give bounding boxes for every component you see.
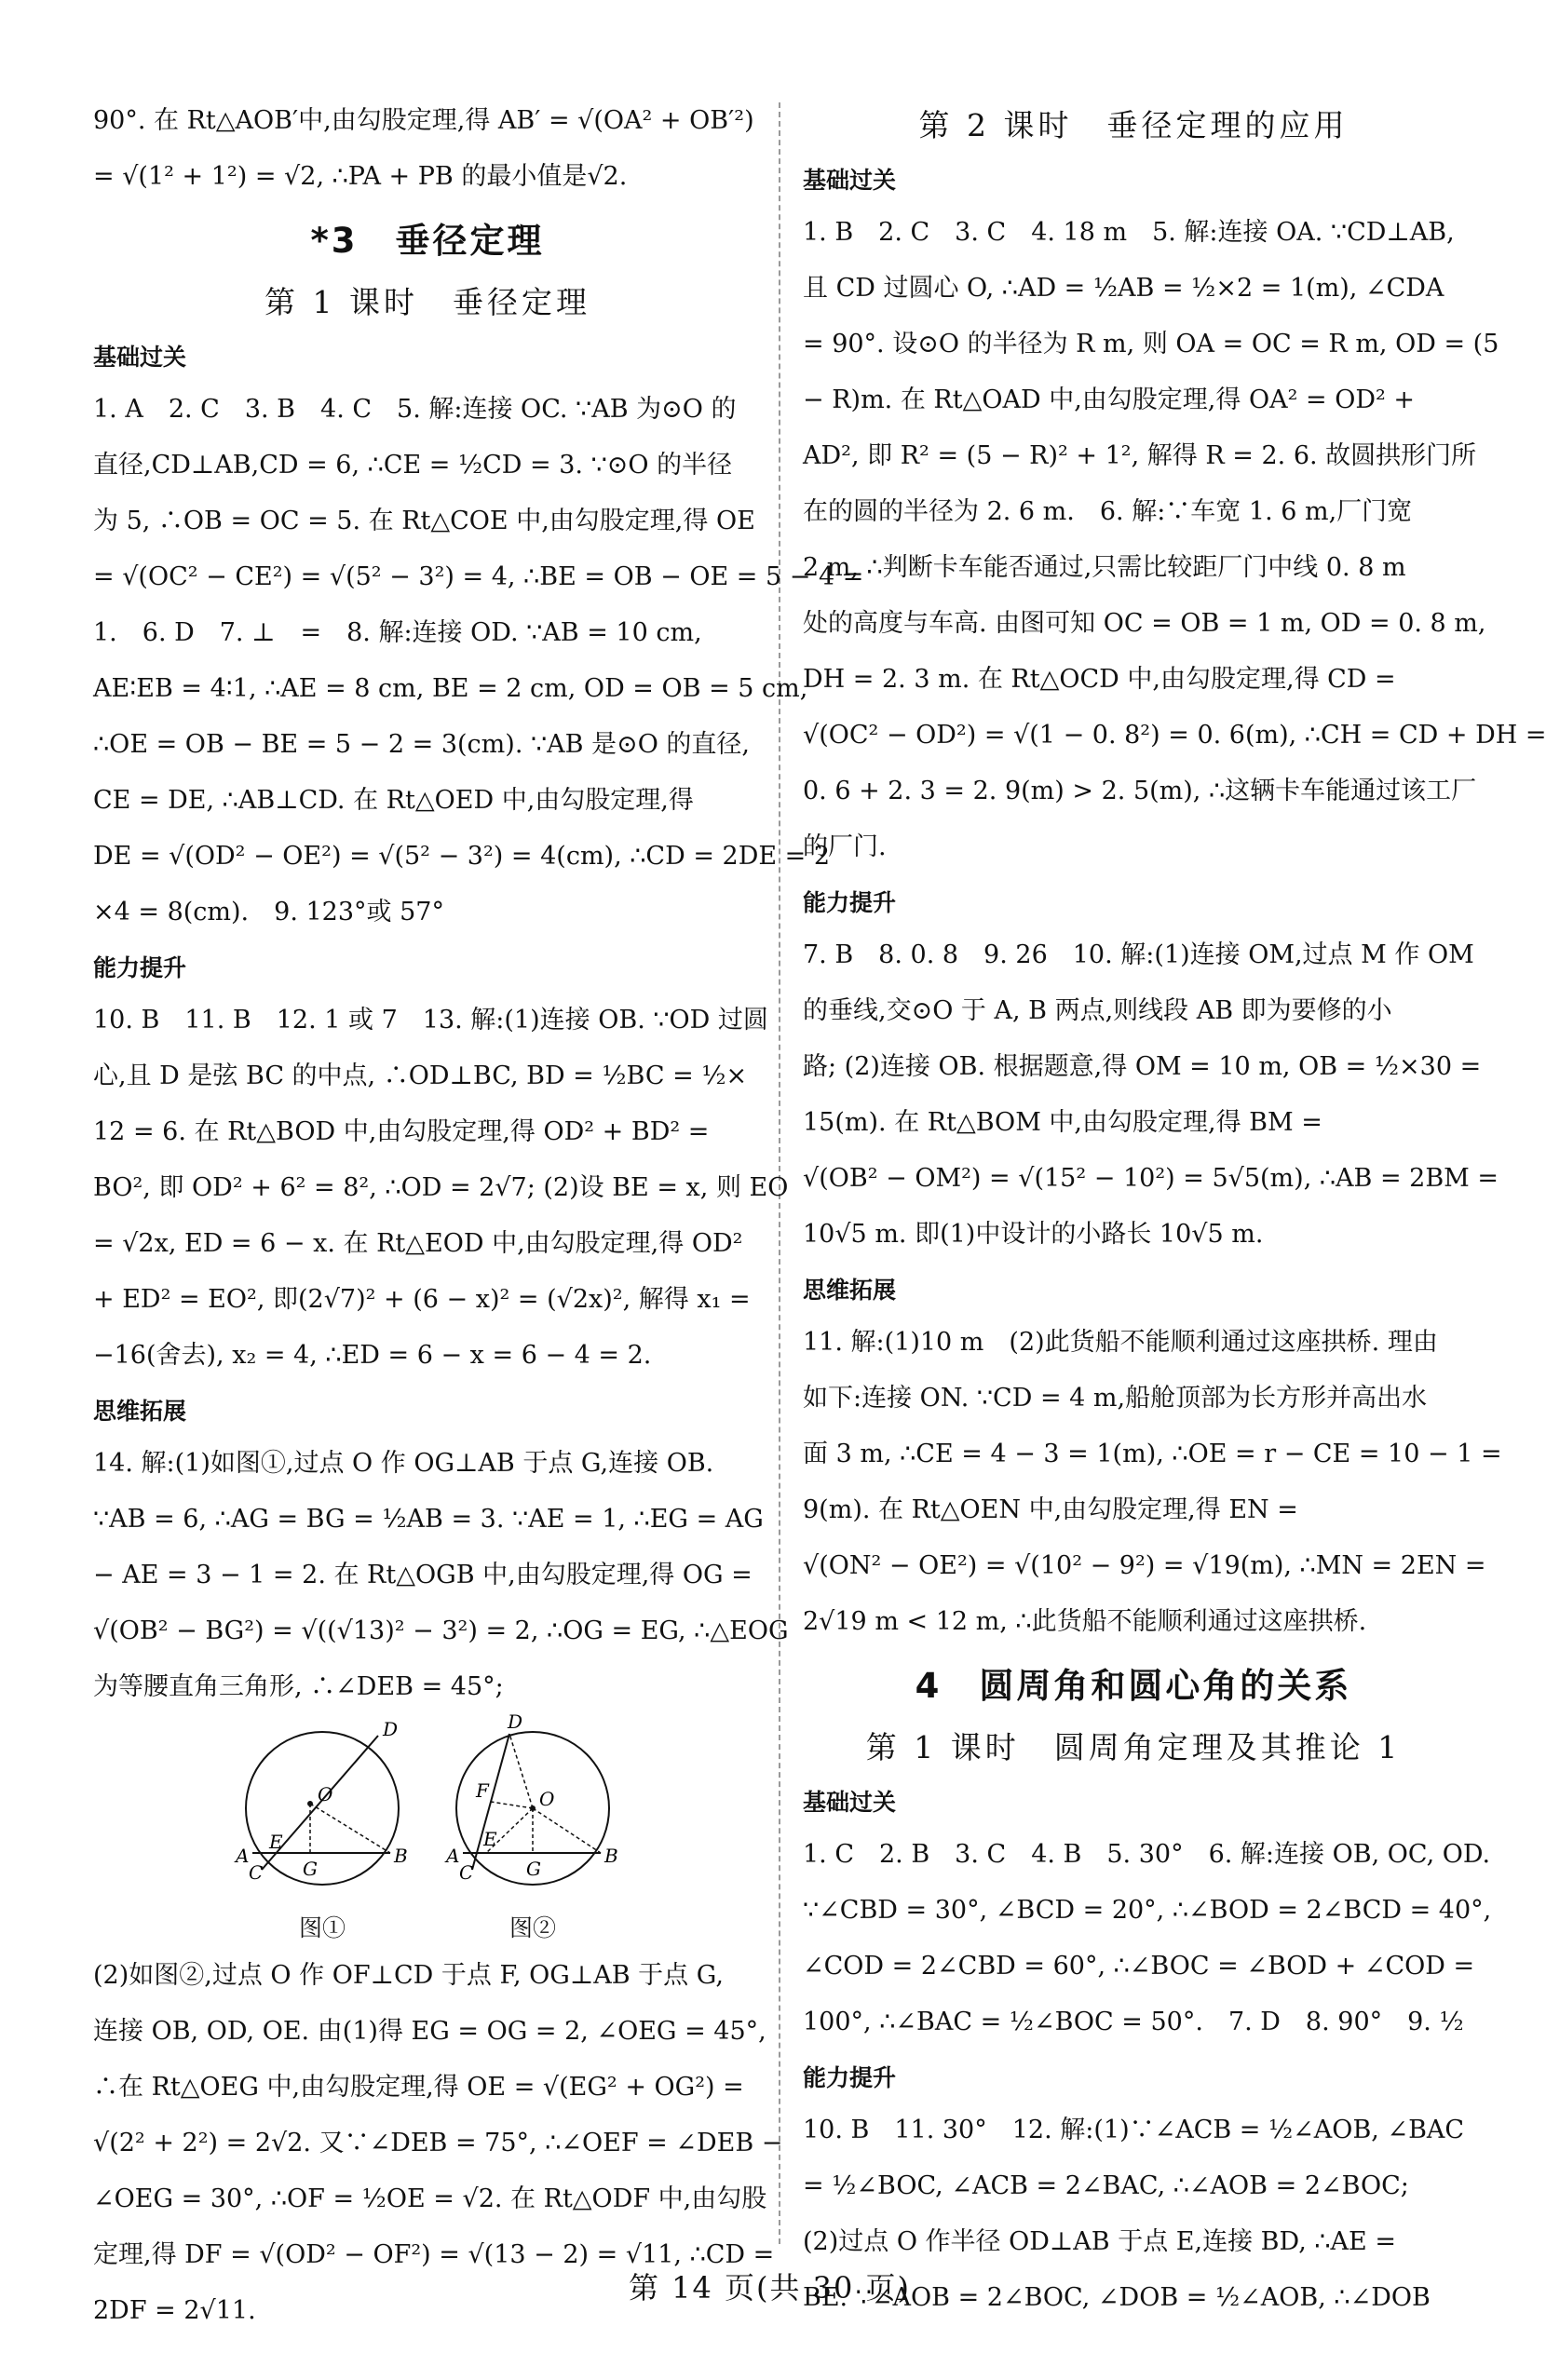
text-line: 10. B 11. B 12. 1 或 7 13. 解:(1)连接 OB. ∵OD 过圆 <box>93 1006 768 1034</box>
label-A: A <box>446 1845 460 1867</box>
figure-2-caption: 图② <box>509 1914 556 1941</box>
text-line: 1. B 2. C 3. C 4. 18 m 5. 解:连接 OA. ∵CD⊥AB, <box>803 218 1455 247</box>
text-line: 10. B 11. 30° 12. 解:(1)∵∠ACB = ½∠AOB, ∠BAC <box>803 2116 1465 2144</box>
chapter-title: *3 垂径定理 <box>310 221 545 261</box>
text-line: ∴在 Rt△OEG 中,由勾股定理,得 OE = √(EG² + OG²) = <box>93 2073 744 2102</box>
text-line: 1. 6. D 7. ⊥ = 8. 解:连接 OD. ∵AB = 10 cm, <box>93 618 702 647</box>
label-E: E <box>269 1831 283 1853</box>
section-heading: 思维拓展 <box>93 1398 187 1425</box>
text-line: 7. B 8. 0. 8 9. 26 10. 解:(1)连接 OM,过点 M 作 OM <box>803 940 1474 969</box>
label-B: B <box>604 1845 618 1867</box>
lesson-title: 第 2 课时 垂径定理的应用 <box>918 106 1349 143</box>
text-line: BO², 即 OD² + 6² = 8², ∴OD = 2√7; (2)设 BE = x, 则 EO <box>93 1173 789 1202</box>
text-line: 如下:连接 ON. ∵CD = 4 m,船舱顶部为长方形并高出水 <box>803 1384 1428 1413</box>
text-line: √(OB² − BG²) = √((√13)² − 3²) = 2, ∴OG = EG, ∴△EOG <box>93 1616 789 1645</box>
text-line: = √(OC² − CE²) = √(5² − 3²) = 4, ∴BE = OB − OE = 5 − 4 = <box>93 562 864 591</box>
page-footer: 第 14 页(共 30 页) <box>628 2270 912 2306</box>
text-line: 且 CD 过圆心 O, ∴AD = ½AB = ½×2 = 1(m), ∠CDA <box>803 274 1444 303</box>
text-line: AE∶EB = 4∶1, ∴AE = 8 cm, BE = 2 cm, OD = OB = 5 cm, <box>93 674 808 703</box>
text-line: 为等腰直角三角形, ∴∠DEB = 45°; <box>93 1672 504 1701</box>
section-heading: 思维拓展 <box>803 1277 897 1304</box>
text-line: 的厂门. <box>803 832 887 861</box>
text-line: ×4 = 8(cm). 9. 123°或 57° <box>93 898 444 926</box>
text-line: (2)如图②,过点 O 作 OF⊥CD 于点 F, OG⊥AB 于点 G, <box>93 1961 724 1990</box>
text-line: = ½∠BOC, ∠ACB = 2∠BAC, ∴∠AOB = 2∠BOC; <box>803 2171 1409 2200</box>
text-line: = 90°. 设⊙O 的半径为 R m, 则 OA = OC = R m, OD = (5 <box>803 330 1499 358</box>
text-line: 1. A 2. C 3. B 4. C 5. 解:连接 OC. ∵AB 为⊙O 的 <box>93 395 737 424</box>
text-line: 12 = 6. 在 Rt△BOD 中,由勾股定理,得 OD² + BD² = <box>93 1117 710 1146</box>
section-heading: 基础过关 <box>93 344 187 371</box>
label-C: C <box>249 1861 264 1884</box>
text-line: √(OB² − OM²) = √(15² − 10²) = 5√5(m), ∴AB = 2BM = <box>803 1164 1499 1193</box>
text-line: 2 m, ∴判断卡车能否通过,只需比较距厂门中线 0. 8 m <box>803 553 1406 582</box>
label-D: D <box>508 1711 523 1733</box>
label-C: C <box>459 1861 474 1884</box>
text-line: −16(舍去), x₂ = 4, ∴ED = 6 − x = 6 − 4 = 2. <box>93 1341 652 1370</box>
text-line: − AE = 3 − 1 = 2. 在 Rt△OGB 中,由勾股定理,得 OG = <box>93 1561 753 1589</box>
label-O: O <box>318 1783 333 1805</box>
label-G: G <box>303 1858 318 1880</box>
lesson-title: 第 1 课时 圆周角定理及其推论 1 <box>865 1728 1402 1765</box>
text-line: 11. 解:(1)10 m (2)此货船不能顺利通过这座拱桥. 理由 <box>803 1328 1438 1357</box>
text-line: AD², 即 R² = (5 − R)² + 1², 解得 R = 2. 6. 故圆拱形门所 <box>803 441 1477 470</box>
text-line: ∵AB = 6, ∴AG = BG = ½AB = 3. ∵AE = 1, ∴EG = AG <box>93 1505 764 1534</box>
text-line: 为 5, ∴OB = OC = 5. 在 Rt△COE 中,由勾股定理,得 OE <box>93 507 755 535</box>
label-A: A <box>236 1845 250 1867</box>
text-line: 处的高度与车高. 由图可知 OC = OB = 1 m, OD = 0. 8 m, <box>803 609 1486 638</box>
text-line: ∠COD = 2∠CBD = 60°, ∴∠BOC = ∠BOD + ∠COD = <box>803 1952 1475 1981</box>
label-B: B <box>394 1845 408 1867</box>
text-line: 面 3 m, ∴CE = 4 − 3 = 1(m), ∴OE = r − CE = 10 − 1 = <box>803 1440 1502 1468</box>
text-line: ∴OE = OB − BE = 5 − 2 = 3(cm). ∵AB 是⊙O 的直径, <box>93 730 751 759</box>
section-heading: 基础过关 <box>803 167 897 194</box>
section-heading: 能力提升 <box>803 2064 897 2091</box>
text-line: (2)过点 O 作半径 OD⊥AB 于点 E,连接 BD, ∴AE = <box>803 2227 1396 2256</box>
text-line: CE = DE, ∴AB⊥CD. 在 Rt△OED 中,由勾股定理,得 <box>93 786 694 815</box>
text-line: √(ON² − OE²) = √(10² − 9²) = √19(m), ∴MN = 2EN = <box>803 1551 1486 1580</box>
text-line: BE. ∵∠AOB = 2∠BOC, ∠DOB = ½∠AOB, ∴∠DOB <box>803 2283 1431 2312</box>
figure-row <box>93 1711 762 1948</box>
section-heading: 能力提升 <box>803 889 897 916</box>
text-line: 连接 OB, OD, OE. 由(1)得 EG = OG = 2, ∠OEG = 45°, <box>93 2017 766 2046</box>
text-line: 15(m). 在 Rt△BOM 中,由勾股定理,得 BM = <box>803 1108 1322 1137</box>
text-line: = √(1² + 1²) = √2, ∴PA + PB 的最小值是√2. <box>93 162 628 191</box>
text-line: + ED² = EO², 即(2√7)² + (6 − x)² = (√2x)², 解得 x₁ = <box>93 1285 751 1314</box>
text-line: 2√19 m < 12 m, ∴此货船不能顺利通过这座拱桥. <box>803 1607 1367 1636</box>
text-line: 9(m). 在 Rt△OEN 中,由勾股定理,得 EN = <box>803 1495 1298 1524</box>
text-line: 90°. 在 Rt△AOB′中,由勾股定理,得 AB′ = √(OA² + OB′²) <box>93 106 754 135</box>
lesson-title: 第 1 课时 垂径定理 <box>264 283 590 320</box>
label-F: F <box>476 1779 489 1802</box>
text-line: DE = √(OD² − OE²) = √(5² − 3²) = 4(cm), ∴CD = 2DE = 2 <box>93 842 831 871</box>
text-line: ∵∠CBD = 30°, ∠BCD = 20°, ∴∠BOD = 2∠BCD = 40°, <box>803 1896 1492 1925</box>
text-line: 0. 6 + 2. 3 = 2. 9(m) > 2. 5(m), ∴这辆卡车能通过该工厂 <box>803 777 1477 805</box>
label-E: E <box>483 1828 497 1850</box>
text-line: 直径,CD⊥AB,CD = 6, ∴CE = ½CD = 3. ∵⊙O 的半径 <box>93 451 733 480</box>
text-line: ∠OEG = 30°, ∴OF = ½OE = √2. 在 Rt△ODF 中,由勾股 <box>93 2184 767 2213</box>
right-column <box>803 93 1546 2326</box>
figure-2 <box>444 1711 621 1948</box>
text-line: √(OC² − OD²) = √(1 − 0. 8²) = 0. 6(m), ∴CH = CD + DH = <box>803 721 1546 750</box>
text-line: 2DF = 2√11. <box>93 2296 256 2325</box>
text-line: 路; (2)连接 OB. 根据题意,得 OM = 10 m, OB = ½×30 = <box>803 1052 1482 1081</box>
text-line: 100°, ∴∠BAC = ½∠BOC = 50°. 7. D 8. 90° 9. ½ <box>803 2008 1464 2036</box>
figure-1 <box>234 1715 411 1948</box>
circle-diagram-1 <box>234 1715 411 1906</box>
text-line: − R)m. 在 Rt△OAD 中,由勾股定理,得 OA² = OD² + <box>803 385 1416 414</box>
section-heading: 能力提升 <box>93 954 187 981</box>
label-D: D <box>383 1718 399 1740</box>
text-line: 10√5 m. 即(1)中设计的小路长 10√5 m. <box>803 1220 1264 1249</box>
text-line: 的垂线,交⊙O 于 A, B 两点,则线段 AB 即为要修的小 <box>803 996 1392 1025</box>
text-line: 在的圆的半径为 2. 6 m. 6. 解:∵车宽 1. 6 m,厂门宽 <box>803 497 1413 526</box>
text-line: 14. 解:(1)如图①,过点 O 作 OG⊥AB 于点 G,连接 OB. <box>93 1449 714 1478</box>
text-line: 定理,得 DF = √(OD² − OF²) = √(13 − 2) = √11, ∴CD = <box>93 2240 775 2269</box>
text-line: √(2² + 2²) = 2√2. 又∵∠DEB = 75°, ∴∠OEF = ∠DEB − <box>93 2129 783 2157</box>
text-line: 1. C 2. B 3. C 4. B 5. 30° 6. 解:连接 OB, OC, OD. <box>803 1840 1491 1869</box>
section-heading: 基础过关 <box>803 1789 897 1816</box>
label-G: G <box>526 1858 541 1880</box>
label-O: O <box>539 1788 555 1810</box>
text-line: 心,且 D 是弦 BC 的中点, ∴OD⊥BC, BD = ½BC = ½× <box>93 1062 748 1090</box>
circle-diagram-2 <box>444 1711 621 1906</box>
text-line: DH = 2. 3 m. 在 Rt△OCD 中,由勾股定理,得 CD = <box>803 665 1396 694</box>
chapter-title: 4 圆周角和圆心角的关系 <box>915 1666 1352 1706</box>
text-line: = √2x, ED = 6 − x. 在 Rt△EOD 中,由勾股定理,得 OD² <box>93 1229 743 1258</box>
figure-1-caption: 图① <box>298 1914 346 1941</box>
